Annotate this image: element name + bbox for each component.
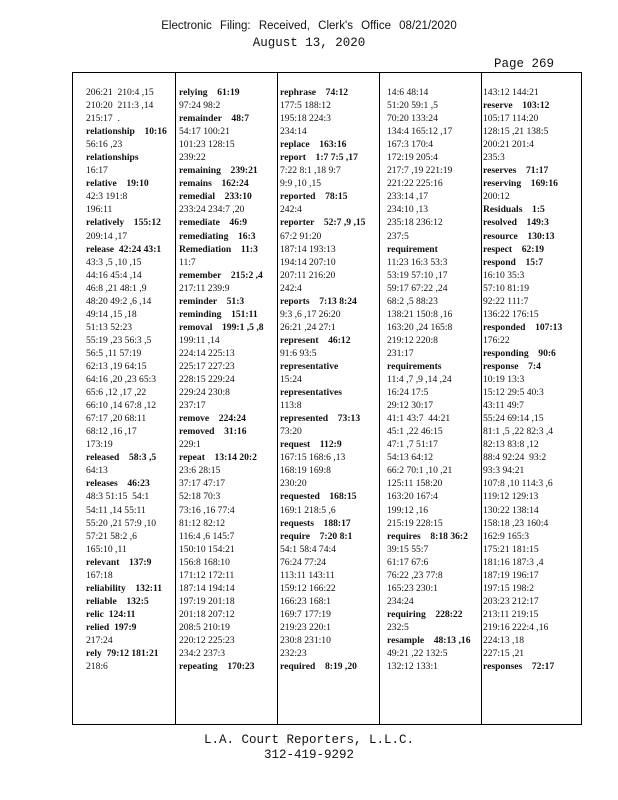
index-citation: 82:13 83:8 ,12 [483, 439, 539, 451]
column-divider [379, 73, 380, 724]
index-citation: 225:17 227:23 [179, 360, 235, 372]
index-citation: 43:3 ,5 ,10 ,15 [86, 256, 142, 268]
index-citation: 16:24 17:5 [387, 387, 429, 399]
index-citation: 227:15 ,21 [483, 648, 525, 660]
index-citation: 134:4 165:12 ,17 [387, 126, 453, 138]
index-citation: 229:1 [179, 439, 201, 451]
index-headword: removed 31:16 [179, 426, 247, 438]
index-column [179, 86, 264, 673]
index-headword: Remediation 11:3 [179, 243, 258, 255]
index-citation: 233:24 234:7 ,20 [179, 204, 245, 216]
index-headword: requirements [387, 360, 442, 372]
index-citation: 52:18 70:3 [179, 491, 221, 503]
index-citation: 218:6 [86, 661, 108, 673]
index-citation: 39:15 55:7 [387, 543, 429, 555]
index-headword: remaining 239:21 [179, 165, 258, 177]
index-headword: reminding 151:11 [179, 308, 258, 320]
index-citation: 219:12 220:8 [387, 334, 438, 346]
index-headword: remember 215:2 ,4 [179, 269, 263, 281]
index-column [86, 86, 167, 673]
index-headword: relevant 137:9 [86, 556, 152, 568]
index-citation: 219:16 222:4 ,16 [483, 621, 549, 633]
index-citation: 88:4 92:24 93:2 [483, 452, 547, 464]
index-citation: 165:10 ,11 [86, 543, 127, 555]
index-citation: 92:22 111:7 [483, 295, 529, 307]
index-citation: 138:21 150:8 ,16 [387, 308, 453, 320]
index-citation: 199:11 ,14 [179, 334, 220, 346]
index-headword: remedial 233:10 [179, 191, 252, 203]
index-citation: 237:5 [387, 230, 409, 242]
index-citation: 215:17 . [86, 113, 120, 125]
index-headword: representative [280, 360, 339, 372]
index-citation: 51:20 59:1 ,5 [387, 100, 438, 112]
index-headword: requirement [387, 243, 438, 255]
index-citation: 224:13 ,18 [483, 634, 525, 646]
index-citation: 9:9 ,10 ,15 [280, 178, 322, 190]
index-citation: 76:22 ,23 77:8 [387, 569, 443, 581]
index-headword: rely 79:12 181:21 [86, 648, 159, 660]
index-citation: 61:17 67:6 [387, 556, 429, 568]
index-citation: 57:10 81:19 [483, 282, 530, 294]
index-citation: 162:9 165:3 [483, 530, 530, 542]
index-citation: 56:5 ,11 57:19 [86, 347, 142, 359]
index-citation: 207:11 216:20 [280, 269, 336, 281]
column-divider [277, 73, 278, 724]
index-citation: 232:23 [280, 648, 307, 660]
index-citation: 234:14 [280, 126, 307, 138]
index-citation: 234:24 [387, 595, 414, 607]
index-citation: 45:1 ,22 46:15 [387, 426, 443, 438]
index-citation: 163:20 167:4 [387, 491, 438, 503]
index-citation: 67:17 ,20 68:11 [86, 413, 147, 425]
index-citation: 176:22 [483, 334, 510, 346]
index-citation: 73:20 [280, 426, 302, 438]
column-divider [175, 73, 176, 724]
index-citation: 67:2 91:20 [280, 230, 322, 242]
index-citation: 199:12 ,16 [387, 504, 429, 516]
index-citation: 166:23 168:1 [280, 595, 331, 607]
index-citation: 175:21 181:15 [483, 543, 539, 555]
filing-stamp: Electronic Filing: Received, Clerk's Office 08/21/2020 [161, 20, 457, 32]
index-citation: 64:13 [86, 465, 108, 477]
index-citation: 235:18 236:12 [387, 217, 443, 229]
index-headword: released 58:3 ,5 [86, 452, 157, 464]
index-citation: 213:11 219:15 [483, 608, 539, 620]
index-headword: relic 124:11 [86, 608, 136, 620]
index-headword: representatives [280, 387, 342, 399]
index-citation: 119:12 129:13 [483, 491, 539, 503]
index-citation: 234:10 ,13 [387, 204, 429, 216]
index-headword: reliability 132:11 [86, 582, 163, 594]
index-citation: 15:24 [280, 374, 302, 386]
word-index-columns [73, 73, 581, 724]
index-citation: 167:3 170:4 [387, 139, 434, 151]
index-citation: 44:16 45:4 ,14 [86, 269, 142, 281]
index-headword: remediate 46:9 [179, 217, 248, 229]
index-citation: 49:14 ,15 ,18 [86, 308, 137, 320]
index-headword: respond 15:7 [483, 256, 544, 268]
index-citation: 15:12 29:5 40:3 [483, 387, 544, 399]
index-headword: resample 48:13 ,16 [387, 634, 471, 646]
index-citation: 167:18 [86, 569, 113, 581]
index-citation: 217:7 ,19 221:19 [387, 165, 453, 177]
index-headword: responses 72:17 [483, 661, 555, 673]
index-headword: resolved 149:3 [483, 217, 549, 229]
index-citation: 81:1 ,5 ,22 82:3 ,4 [483, 426, 554, 438]
index-headword: requires 8:18 36:2 [387, 530, 468, 542]
index-headword: replace 163:16 [280, 139, 347, 151]
index-headword: reminder 51:3 [179, 295, 245, 307]
index-headword: release 42:24 43:1 [86, 243, 162, 255]
index-citation: 10:19 13:3 [483, 374, 525, 386]
index-citation: 187:14 194:14 [179, 582, 235, 594]
index-citation: 194:14 207:10 [280, 256, 336, 268]
index-citation: 181:16 187:3 ,4 [483, 556, 544, 568]
index-headword: remains 162:24 [179, 178, 249, 190]
index-headword: respect 62:19 [483, 243, 545, 255]
index-citation: 64:16 ,20 ,23 65:3 [86, 374, 157, 386]
index-headword: repeat 13:14 20:2 [179, 452, 257, 464]
index-headword: relationship 10:16 [86, 126, 167, 138]
index-headword: releases 46:23 [86, 478, 150, 490]
index-citation: 53:19 57:10 ,17 [387, 269, 448, 281]
index-citation: 93:3 94:21 [483, 465, 525, 477]
index-headword: reporter 52:7 ,9 ,15 [280, 217, 366, 229]
index-citation: 206:21 210:4 ,15 [86, 87, 154, 98]
index-citation: 187:19 196:17 [483, 569, 539, 581]
index-citation: 197:15 198:2 [483, 582, 534, 594]
index-citation: 242:4 [280, 204, 302, 216]
index-citation: 113:8 [280, 400, 302, 412]
index-citation: 159:12 166:22 [280, 582, 336, 594]
index-citation: 173:19 [86, 439, 113, 451]
index-citation: 165:23 230:1 [387, 582, 438, 594]
index-headword: removal 199:1 ,5 ,8 [179, 321, 264, 333]
index-citation: 54:17 100:21 [179, 126, 230, 138]
index-citation: 132:12 133:1 [387, 661, 438, 673]
index-citation: 41:1 43:7 44:21 [387, 413, 451, 425]
index-headword: responding 90:6 [483, 347, 556, 359]
index-citation: 235:3 [483, 152, 505, 164]
index-headword: rephrase 74:12 [280, 87, 349, 98]
index-column [387, 86, 471, 673]
index-citation: 217:24 [86, 634, 113, 646]
index-headword: reserves 71:17 [483, 165, 549, 177]
index-headword: remove 224:24 [179, 413, 246, 425]
index-citation: 143:12 144:21 [483, 87, 539, 98]
index-citation: 105:17 114:20 [483, 113, 539, 125]
column-divider [481, 73, 482, 724]
index-citation: 167:15 168:6 ,13 [280, 452, 346, 464]
index-headword: requested 168:15 [280, 491, 357, 503]
index-citation: 57:21 58:2 ,6 [86, 530, 137, 542]
index-citation: 73:16 ,16 77:4 [179, 504, 235, 516]
index-citation: 234:2 237:3 [179, 648, 226, 660]
index-citation: 239:22 [179, 152, 206, 164]
index-citation: 48:3 51:15 54:1 [86, 491, 150, 503]
index-headword: remediating 16:3 [179, 230, 256, 242]
page-number: Page 269 [494, 57, 555, 71]
index-headword: represent 46:12 [280, 334, 351, 346]
index-citation: 54:11 ,14 55:11 [86, 504, 146, 516]
index-headword: reserving 169:16 [483, 178, 558, 190]
index-headword: relative 19:10 [86, 178, 149, 190]
index-citation: 11:23 16:3 53:3 [387, 256, 448, 268]
index-citation: 231:17 [387, 347, 414, 359]
index-headword: represented 73:13 [280, 413, 361, 425]
index-citation: 150:10 154:21 [179, 543, 235, 555]
index-citation: 42:3 191:8 [86, 191, 128, 203]
index-column [280, 86, 365, 673]
index-citation: 29:12 30:17 [387, 400, 434, 412]
index-citation: 16:17 [86, 165, 108, 177]
index-citation: 232:5 [387, 621, 409, 633]
index-citation: 242:4 [280, 282, 302, 294]
index-citation: 54:1 58:4 74:4 [280, 543, 336, 555]
index-headword: Residuals 1:5 [483, 204, 545, 216]
index-headword: relationships [86, 152, 139, 164]
index-citation: 219:23 220:1 [280, 621, 331, 633]
index-citation: 201:18 207:12 [179, 608, 235, 620]
index-citation: 172:19 205:4 [387, 152, 438, 164]
index-headword: remainder 48:7 [179, 113, 249, 125]
index-citation: 55:19 ,23 56:3 ,5 [86, 334, 152, 346]
index-citation: 101:23 128:15 [179, 139, 235, 151]
index-headword: resource 130:13 [483, 230, 555, 242]
index-citation: 66:2 70:1 ,10 ,21 [387, 465, 453, 477]
index-headword: require 7:20 8:1 [280, 530, 353, 542]
index-citation: 230:8 231:10 [280, 634, 331, 646]
index-citation: 203:23 212:17 [483, 595, 539, 607]
index-headword: requests 188:17 [280, 517, 351, 529]
index-citation: 55:20 ,21 57:9 ,10 [86, 517, 157, 529]
index-headword: reports 7:13 8:24 [280, 295, 357, 307]
index-citation: 81:12 82:12 [179, 517, 226, 529]
index-citation: 210:20 211:3 ,14 [86, 100, 154, 112]
index-citation: 47:1 ,7 51:17 [387, 439, 438, 451]
index-citation: 76:24 77:24 [280, 556, 327, 568]
index-citation: 59:17 67:22 ,24 [387, 282, 448, 294]
index-citation: 200:12 [483, 191, 510, 203]
index-citation: 187:14 193:13 [280, 243, 336, 255]
index-citation: 16:10 35:3 [483, 269, 525, 281]
index-citation: 48:20 49:2 ,6 ,14 [86, 295, 152, 307]
index-citation: 230:20 [280, 478, 307, 490]
index-column [483, 86, 562, 673]
index-citation: 156:8 168:10 [179, 556, 230, 568]
index-citation: 177:5 188:12 [280, 100, 331, 112]
index-citation: 62:13 ,19 64:15 [86, 360, 147, 372]
index-citation: 51:13 52:23 [86, 321, 133, 333]
index-headword: responded 107:13 [483, 321, 563, 333]
index-citation: 228:15 229:24 [179, 374, 235, 386]
index-citation: 128:15 ,21 138:5 [483, 126, 549, 138]
transcript-date: August 13, 2020 [252, 36, 366, 50]
index-citation: 229:24 230:8 [179, 387, 230, 399]
index-citation: 113:11 143:11 [280, 569, 335, 581]
index-citation: 215:19 228:15 [387, 517, 443, 529]
index-headword: request 112:9 [280, 439, 342, 451]
index-headword: response 7:4 [483, 360, 541, 372]
index-citation: 116:4 ,6 145:7 [179, 530, 235, 542]
index-citation: 14:6 48:14 [387, 87, 429, 98]
index-citation: 107:8 ,10 114:3 ,6 [483, 478, 553, 490]
index-headword: report 1:7 7:5 ,17 [280, 152, 358, 164]
index-headword: required 8:19 ,20 [280, 661, 357, 673]
index-citation: 49:21 ,22 132:5 [387, 648, 448, 660]
index-citation: 208:5 210:19 [179, 621, 230, 633]
index-citation: 217:11 239:9 [179, 282, 230, 294]
index-citation: 125:11 158:20 [387, 478, 443, 490]
index-citation: 66:10 ,14 67:8 ,12 [86, 400, 157, 412]
index-citation: 158:18 ,23 160:4 [483, 517, 549, 529]
index-citation: 23:6 28:15 [179, 465, 221, 477]
footer-phone: 312-419-9292 [263, 748, 354, 762]
index-citation: 221:22 225:16 [387, 178, 443, 190]
index-citation: 97:24 98:2 [179, 100, 221, 112]
index-citation: 65:6 ,12 ,17 ,22 [86, 387, 147, 399]
index-citation: 168:19 169:8 [280, 465, 331, 477]
index-citation: 195:18 224:3 [280, 113, 331, 125]
index-headword: reliable 132:5 [86, 595, 149, 607]
index-citation: 70:20 133:24 [387, 113, 438, 125]
index-citation: 56:16 ,23 [86, 139, 123, 151]
index-citation: 68:2 ,5 88:23 [387, 295, 438, 307]
index-headword: relying 61:19 [179, 87, 240, 98]
index-citation: 163:20 ,24 165:8 [387, 321, 453, 333]
footer-company: L.A. Court Reporters, L.L.C. [203, 733, 415, 747]
index-citation: 196:11 [86, 204, 113, 216]
index-citation: 233:14 ,17 [387, 191, 429, 203]
index-citation: 55:24 69:14 ,15 [483, 413, 544, 425]
index-citation: 136:22 176:15 [483, 308, 539, 320]
word-index-frame [72, 72, 582, 725]
index-citation: 224:14 225:13 [179, 347, 235, 359]
index-headword: reported 78:15 [280, 191, 348, 203]
index-citation: 46:8 ,21 48:1 ,9 [86, 282, 147, 294]
index-headword: requiring 228:22 [387, 608, 463, 620]
index-citation: 11:7 [179, 256, 196, 268]
index-headword: repeating 170:23 [179, 661, 255, 673]
index-citation: 11:4 ,7 ,9 ,14 ,24 [387, 374, 452, 386]
index-citation: 43:11 49:7 [483, 400, 524, 412]
index-citation: 237:17 [179, 400, 206, 412]
index-headword: reserve 103:12 [483, 100, 550, 112]
index-citation: 209:14 ,17 [86, 230, 128, 242]
index-citation: 7:22 8:1 ,18 9:7 [280, 165, 341, 177]
index-citation: 171:12 172:11 [179, 569, 235, 581]
index-headword: relatively 155:12 [86, 217, 161, 229]
index-citation: 200:21 201:4 [483, 139, 534, 151]
index-headword: relied 197:9 [86, 621, 137, 633]
index-citation: 54:13 64:12 [387, 452, 434, 464]
index-citation: 91:6 93:5 [280, 347, 317, 359]
index-citation: 197:19 201:18 [179, 595, 235, 607]
index-citation: 9:3 ,6 ,17 26:20 [280, 308, 341, 320]
index-citation: 169:7 177:19 [280, 608, 331, 620]
index-citation: 169:1 218:5 ,6 [280, 504, 336, 516]
index-citation: 68:12 ,16 ,17 [86, 426, 137, 438]
index-citation: 26:21 ,24 27:1 [280, 321, 336, 333]
index-citation: 130:22 138:14 [483, 504, 539, 516]
index-citation: 220:12 225:23 [179, 634, 235, 646]
index-citation: 37:17 47:17 [179, 478, 226, 490]
